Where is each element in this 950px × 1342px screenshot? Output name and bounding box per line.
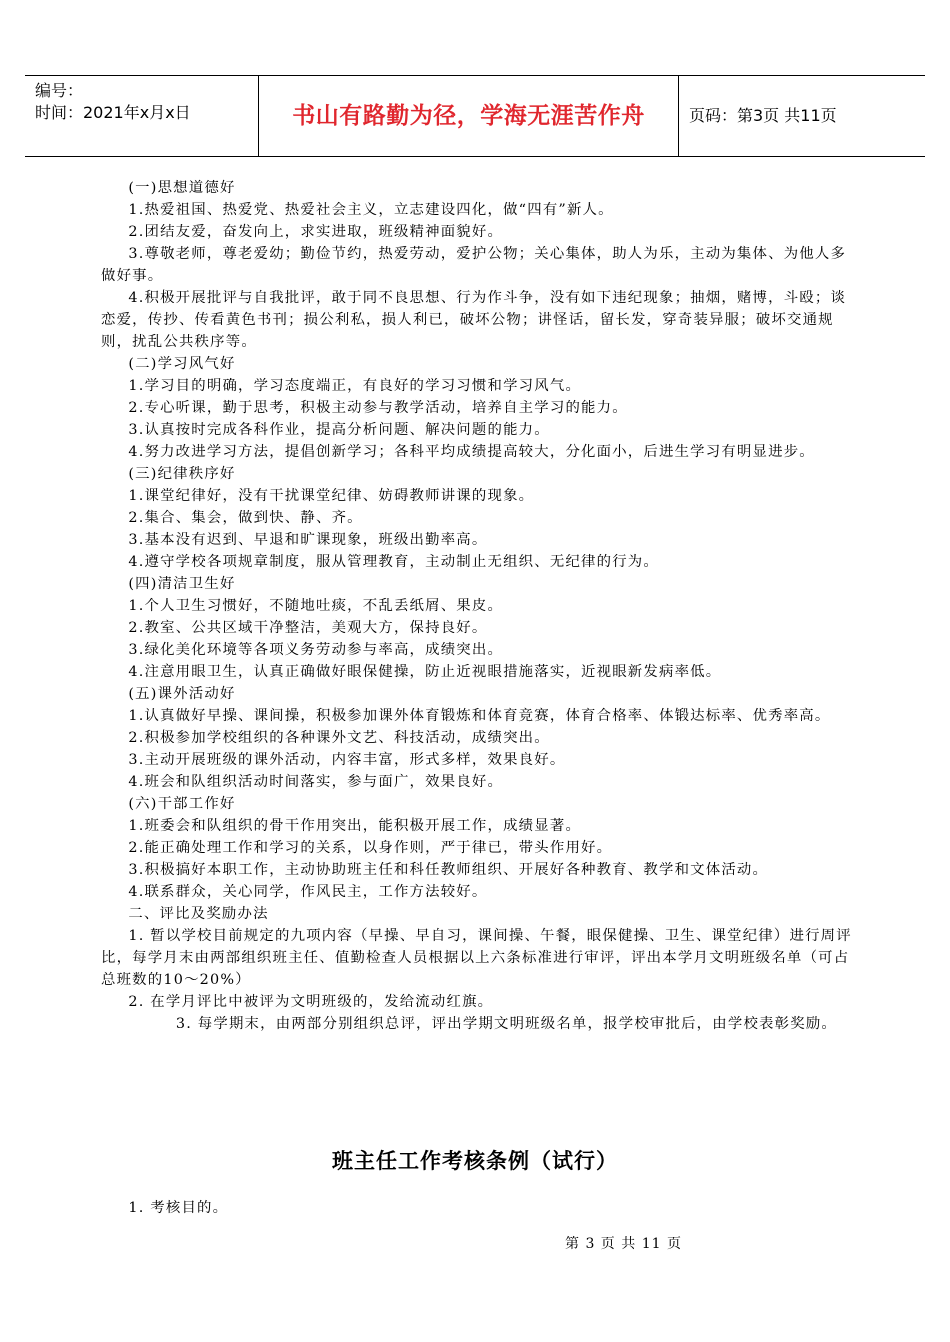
paragraph: 4.班会和队组织活动时间落实，参与面广，效果良好。 bbox=[128, 774, 504, 790]
paragraph: 2.团结友爱，奋发向上，求实进取，班级精神面貌好。 bbox=[128, 224, 504, 240]
paragraph: 2.能正确处理工作和学习的关系，以身作则，严于律已，带头作用好。 bbox=[128, 840, 613, 856]
section-heading: (一)思想道德好 bbox=[128, 180, 236, 196]
section-heading: (六)干部工作好 bbox=[128, 796, 236, 812]
paragraph: 3.绿化美化环境等各项义务劳动参与率高，成绩突出。 bbox=[128, 642, 504, 658]
header-page-info: 页码：第3页 共11页 bbox=[689, 106, 837, 125]
section-heading: (二)学习风气好 bbox=[128, 356, 236, 372]
paragraph: 3.认真按时完成各科作业，提高分析问题、解决问题的能力。 bbox=[128, 422, 550, 438]
paragraph: 1.认真做好早操、课间操，积极参加课外体育锻炼和体育竞赛，体育合格率、体锻达标率、优秀率高。 bbox=[128, 708, 831, 724]
paragraph: 3.基本没有迟到、早退和旷课现象，班级出勤率高。 bbox=[128, 532, 488, 548]
paragraph: 1.班委会和队组织的骨干作用突出，能积极开展工作，成绩显著。 bbox=[128, 818, 582, 834]
header-motto: 书山有路勤为径，学海无涯苦作舟 bbox=[292, 103, 645, 129]
paragraph: 2.专心听课，勤于思考，积极主动参与教学活动，培养自主学习的能力。 bbox=[128, 400, 628, 416]
section-heading: (四)清洁卫生好 bbox=[128, 576, 236, 592]
page-footer: 第 3 页 共 11 页 bbox=[565, 1236, 682, 1252]
paragraph: 1.学习目的明确，学习态度端正，有良好的学习习惯和学习风气。 bbox=[128, 378, 582, 394]
section-heading: (五)课外活动好 bbox=[128, 686, 236, 702]
paragraph: 2. 在学月评比中被评为文明班级的，发给流动红旗。 bbox=[128, 994, 494, 1010]
paragraph: 3.积极搞好本职工作，主动协助班主任和科任教师组织、开展好各种教育、教学和文体活动。 bbox=[128, 862, 769, 878]
paragraph: 3. 每学期末，由两部分别组织总评，评出学期文明班级名单，报学校审批后，由学校表彰奖励。 bbox=[175, 1016, 837, 1032]
section-first-paragraph: 1. 考核目的。 bbox=[128, 1200, 229, 1216]
paragraph: 2.积极参加学校组织的各种课外文艺、科技活动，成绩突出。 bbox=[128, 730, 550, 746]
section-title: 班主任工作考核条例（试行） bbox=[332, 1149, 618, 1173]
document-body bbox=[101, 177, 853, 1035]
page-header bbox=[25, 75, 925, 157]
paragraph: 4.遵守学校各项规章制度，服从管理教育，主动制止无组织、无纪律的行为。 bbox=[128, 554, 659, 570]
document-time-label: 时间：2021年x月x日 bbox=[35, 103, 191, 122]
paragraph: 2.集合、集会，做到快、静、齐。 bbox=[128, 510, 363, 526]
section-heading: (三)纪律秩序好 bbox=[128, 466, 236, 482]
header-meta bbox=[35, 80, 275, 124]
paragraph: 4.积极开展批评与自我批评，敢于同不良思想、行为作斗争，没有如下违纪现象；抽烟，赌博，斗殴；谈恋爱，传抄、传看黄色书刊；损公利私，损人利已，破坏公物；讲怪话，留长发，穿奇装异服；破坏交通规则，扰乱公共秩序等。 bbox=[101, 290, 847, 350]
paragraph: 二、评比及奖励办法 bbox=[128, 906, 269, 922]
paragraph: 4.注意用眼卫生，认真正确做好眼保健操，防止近视眼措施落实，近视眼新发病率低。 bbox=[128, 664, 722, 680]
paragraph: 2.教室、公共区域干净整洁，美观大方，保持良好。 bbox=[128, 620, 488, 636]
document-number-label: 编号： bbox=[35, 81, 84, 100]
header-divider-right bbox=[678, 76, 679, 156]
paragraph: 1.课堂纪律好，没有干扰课堂纪律、妨碍教师讲课的现象。 bbox=[128, 488, 535, 504]
paragraph: 1.个人卫生习惯好，不随地吐痰，不乱丢纸屑、果皮。 bbox=[128, 598, 504, 614]
paragraph: 3.尊敬老师，尊老爱幼；勤俭节约，热爱劳动，爱护公物；关心集体，助人为乐，主动为集体、为他人多做好事。 bbox=[101, 246, 847, 284]
paragraph: 4.努力改进学习方法，提倡创新学习；各科平均成绩提高较大，分化面小，后进生学习有明显进步。 bbox=[128, 444, 815, 460]
paragraph: 1.热爱祖国、热爱党、热爱社会主义，立志建设四化，做“四有”新人。 bbox=[128, 202, 614, 218]
paragraph: 4.联系群众，关心同学，作风民主，工作方法较好。 bbox=[128, 884, 488, 900]
paragraph: 3.主动开展班级的课外活动，内容丰富，形式多样，效果良好。 bbox=[128, 752, 566, 768]
paragraph: 1. 暂以学校目前规定的九项内容（早操、早自习，课间操、午餐，眼保健操、卫生、课堂纪律）进行周评比，每学月末由两部组织班主任、值勤检查人员根据以上六条标准进行审评，评出本学月文明班级名单（可占总班数的10～20%） bbox=[101, 928, 852, 988]
